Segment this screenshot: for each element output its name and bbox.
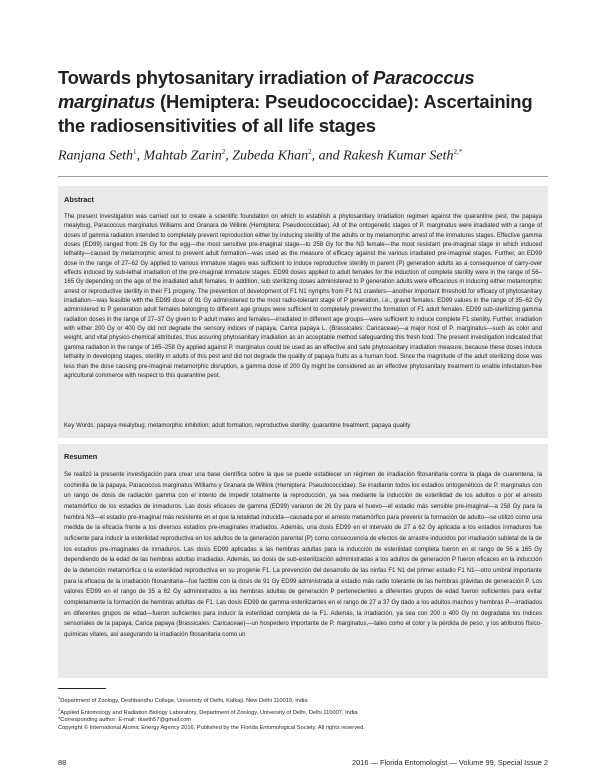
title-species: Paracoccus marginatus	[58, 67, 475, 112]
keywords-label: Key Words:	[64, 423, 96, 429]
author-separator: ,	[225, 148, 233, 164]
footnote-affiliation-2	[58, 706, 548, 718]
title-part-1: Towards phytosanitary irradiation of	[58, 67, 374, 88]
journal-info: 2016 — Florida Entomologist — Volume 99, Special Issue 2	[352, 758, 548, 767]
keywords-text: papaya mealybug; metamorphic inhibition; adult formation; reproductive sterility; quarantine treatment; papaya quality	[96, 423, 411, 429]
author-affiliation: 2	[308, 148, 312, 156]
footnote-text: *Corresponding author; E-mail: rkseth57@gmail.com	[58, 717, 192, 724]
footnote-marker: 2	[58, 706, 61, 712]
footnote-text: Department of Zoology, Deshbandhu College, University of Delhi, Kalkaji, New Delhi 110019, India	[60, 697, 308, 704]
title-part-2: (Hemiptera: Pseudococcidae): Ascertaining the radiosensitivities of all life stages	[58, 91, 533, 136]
footnote-affiliation-1	[58, 694, 548, 706]
footnote-marker: 1	[58, 695, 61, 700]
page-footer	[58, 758, 548, 767]
footnote-copyright	[58, 725, 548, 733]
article-title	[58, 66, 548, 138]
author-list	[58, 148, 548, 165]
author-name: Rakesh Kumar Seth	[343, 148, 454, 164]
abstract-heading: Abstract	[64, 195, 94, 204]
resumen-section	[58, 444, 548, 678]
keywords-line	[64, 422, 542, 431]
footnote-corresponding-author	[58, 717, 548, 725]
abstract-section	[58, 186, 548, 438]
footnote-text: Copyright © International Atomic Energy Agency 2016. Published by the Florida Entomological Society. All rights reserved.	[58, 725, 365, 732]
author-name: Ranjana Seth	[58, 148, 134, 164]
footnote-text: Applied Entomology and Radiation Biology Laboratory, Department of Zoology, University of Delhi, Delhi 110007, India	[60, 709, 358, 716]
abstract-text: The present investigation was carried out to create a scientific foundation on which to establish a phytosanitary irradiation regimen against the quarantine pest, the papaya mealybug, Paracoccus marginatus Williams and Granara de Willink (Hemiptera: Pseudococcidae). All of the ontogenetic stages of P. marginatus were irradiated with a range of doses of gamma radiation intended to completely prevent reproduction either by inducing sterility of the adults or by metamorphic arrest of the immatures stages. Effective gamma doses (ED99) ranged from 26 Gy for the egg—the most sensitive pre-imaginal stage—to 258 Gy for the N3 female—the most resistant pre-imaginal stage in which induced lethality—caused by metamorphic arrest to prevent adult formation—was used as the measure of efficacy against the various irradiated pre-imaginal stages. Further, an ED99 dose in the range of 27–62 Gy applied to various immature stages was sufficient to induce reproductive sterility in parent (P) generation adults as a consequence of carry-over effects induced by sub-lethal irradiation of the pre-imaginal immature stages. ED99 doses applied to adult females for the induction of complete sterility were in the range of 56–165 Gy depending on the age of the irradiated adult females. In addition, sub sterilizing doses administered to P generation adults were efficacious in inducing either metamorphic arrest or reproductive sterility in their F1 progeny. The prevention of development of F1 N1 nymphs from F1 N1 crawlers—another important threshold for efficacy of phytosanitary irradiation—was feasible with the ED99 dose of 91 Gy administered to the most radio-tolerant stage of P generation, i.e., gravid females. ED99 values in the range of 35–62 Gy administered to P generation adult females belonging to different age groups were sufficient to completely prevent the formation of F1 adult females. ED99 sub-sterilizing gamma radiation doses in the range of 27–37 Gy given to P adult males and females—irradiated in different age groups—were sufficient to induce complete F1 sterility. Further, irradiation with either 200 Gy or 400 Gy did not degrade the sensory indices of papaya, Carica papaya L. (Brassicales: Caricaceae)—a major host of P. marginatus—such as color and weight, and vital physico-chemical attributes, thus assuring phytosanitary irradiation as an acceptable method safeguarding this fresh food. The present investigation indicated that gamma radiation in the range of 165–258 Gy applied against P. marginatus could be used as an effective and safe phytosanitary irradiation measure, because these doses induce lethality in developing stages, sterility in adults of this pest and did not degrade the quality of papaya fruits as a human food. Since the magnitude of the adult sterilizing dose was less than the dose causing pre-imaginal metamorphic disruption, a gamma dose of 200 Gy might be considered as an effective phytosanitary treatment to enable infestation-free agricultural commerce with respect to this quarantine pest.	[64, 214, 542, 379]
author-separator: , and	[311, 148, 344, 164]
page-number: 88	[58, 758, 67, 767]
author-affiliation: 2	[221, 148, 226, 156]
resumen-heading: Resumen	[64, 452, 98, 461]
author-name: Mahtab Zarin	[143, 148, 222, 164]
author-name: Zubeda Khan	[232, 148, 309, 164]
author-affiliation: 1	[133, 148, 137, 156]
author-affiliation: 2,*	[453, 148, 463, 156]
resumen-text: Se realizó la presente investigación para crear una base científica sobre la que se puede establecer un régimen de irradiación fitosanitaria contra la plaga de cuarentena, la cochinilla de la papaya, Paracoccus marginatus Williams y Granara de Willink (Hemiptera: Pseudococcidae). Se irradiaron todos los estadios ontogenéticos de P. marginatus con un rango de dosis de radiación gamma con el intento de impedir totalmente la reproducción, ya sea mediante la inducción de esterilidad de los adultos o por el arresto metamórfico de los estadios de inmaduros. Las dosis eficaces de gamma (ED99) variaron de 26 Gy para el huevo—el estadio más sensible pre-imaginal—a 258 Gy para la hembra N3—el estadio pre-imaginal más resistente en el que la letalidad inducida—causada por el arresto metamórfico para prevenir la formación de adulto—se utilizó como una medida de la eficacia frente a los diversos estadios pre-imaginales irradiados. Además, una dosis ED99 en el intervalo de 27 a 62 Gy aplicada a los estadios inmaduros fue suficiente para inducir la esterilidad reproductiva en los adultos de la generación parental (P) como consecuencia de efectos de arrastre inducidos por irradiación subletal de la de los estadios pre-imaginales de inmaduros. Las dosis ED99 aplicadas a las hembras adultas para la inducción de esterilidad completa fueron en el rango de 56 a 165 Gy dependiendo de la edad de las hembras adultas irradiadas. Además, las dosis de sub-esterilización administradas a los adultos de generación P fueron eficaces en la inducción de la detención metamórfica o la esterilidad reproductiva en su progenie F1. La prevención del desarrollo de las ninfas F1 N1 del primer estadio F1 N1—otro umbral importante para la eficacia de la irradiación fitosanitaria—fue factible con la dosis de 91 Gy ED99 administrada al estadio más radio tolerante de las hembras grávidas de generación P. Los valores ED99 en el rango de 35 a 62 Gy administrados a las hembras adultas de generación P pertenecientes a diferentes grupos de edad fueron suficientes para evitar completamente la formación de hembras adultas de F1. Las dosis ED99 de gamma esterilizantes en el rango de 27 a 37 Gy dado a los adultos machos y hembras P—irradiados en diferentes grupos de edad—fueron suficientes para inducir la esterilidad completa de la F1. Además, la irradiación, ya sea con 200 o 400 Gy no degradaba los índices sensoriales de la papaya, Carica papaya (Brassicales: Caricaceae)—un hospedero importante de P. marginatus,—tales como el color y la pérdida de peso, y los atributos físico-químicas vitales, así asegurando la irradiación fitosanitaria como un	[64, 472, 542, 638]
footnotes	[58, 694, 548, 733]
author-separator: ,	[136, 148, 144, 164]
header-divider	[58, 176, 548, 177]
footnote-divider	[58, 688, 106, 689]
